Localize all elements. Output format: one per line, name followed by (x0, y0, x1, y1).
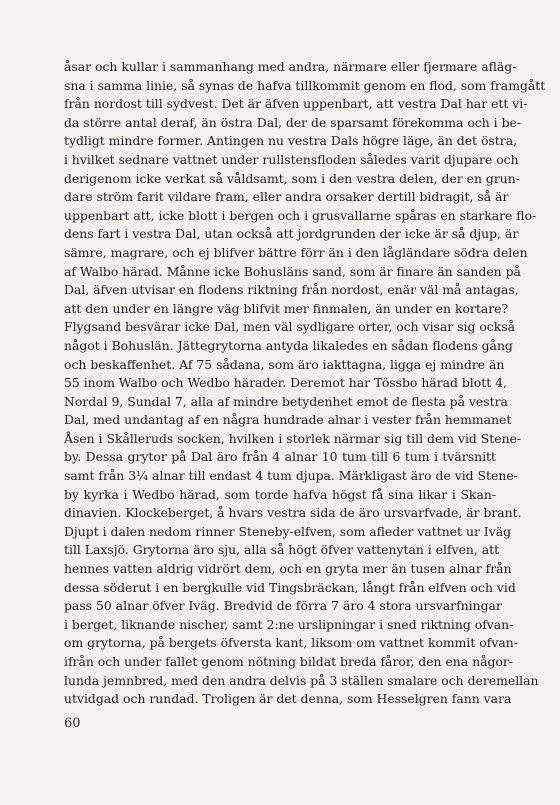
page-number: 60 (64, 716, 81, 731)
text-line: by kyrka i Wedbo härad, som torde hafva högst få sina likar i Skan- (64, 486, 496, 502)
text-line: af Walbo härad. Månne icke Bohusläns sand, som är finare än sanden på (64, 263, 521, 279)
text-line: 55 inom Walbo och Wedbo härader. Deremot har Tössbo härad blott 4, (64, 375, 507, 391)
text-line: dinavien. Klockeberget, å hvars vestra sida de äro ursvarfvade, är brant. (64, 505, 522, 521)
text-line: samt från 3¼ alnar till endast 4 tum djupa. Märkligast äro de vid Stene- (64, 468, 518, 484)
text-line: Dal, äfven utvisar en flodens riktning från nordost, enär väl må antagas, (64, 282, 519, 298)
text-line: Flygsand besvärar icke Dal, men väl sydligare orter, och visar sig också (64, 319, 515, 335)
text-line: i hvilket sednare vattnet under rullstensfloden således varit djupare och (64, 151, 519, 167)
text-line: något i Bohuslän. Jättegrytorna antyda likaledes en sådan flodens gång (64, 337, 513, 353)
text-line: till Laxsjö. Grytorna äro sju, alla så högt öfver vattenytan i elfven, att (64, 542, 500, 558)
text-line: derigenom icke verkat så våldsamt, som i den vestra delen, der en grun- (64, 170, 520, 186)
text-line: by. Dessa grytor på Dal äro från 4 alnar 10 tum till 6 tum i tvärsnitt (64, 449, 496, 465)
text-line: dessa söderut i en bergkulle vid Tingsbräckan, långt från elfven och vid (64, 579, 516, 595)
text-line: uppenbart att, icke blott i bergen och i grusvallarne spåras en starkare flo- (64, 207, 537, 223)
text-line: ifrån och under fallet genom nötning bildat breda fåror, den ena någor- (64, 654, 513, 669)
text-line: och beskaffenhet. Af 75 sådana, som äro iakttagna, ligga ej mindre än (64, 356, 505, 372)
text-line: sna i samma linie, så synas de hafva tillkommit genom en flod, som framgått (64, 77, 546, 93)
text-line: pass 50 alnar öfver Iväg. Bredvid de förra 7 äro 4 stora ursvarfningar (64, 598, 502, 614)
text-line: da större antal deraf, än östra Dal, der de sparsamt förekomma och i be- (64, 114, 522, 130)
text-line: lunda jemnbred, med den andra delvis på 3 ställen smalare och deremellan (64, 672, 539, 688)
text-line: dare ström farit vildare fram, eller andra orsaker dertill bidragit, så är (64, 189, 509, 205)
text-line: Nordal 9, Sundal 7, alla af mindre betydenhet emot de flesta på vestra (64, 393, 508, 409)
text-line: Dal, med undantag af en några hundrade alnar i vester från hemmanet (64, 412, 512, 428)
text-line: att den under en längre väg blifvit mer finmalen, än under en kortare? (64, 300, 509, 316)
text-line: utvidgad och rundad. Troligen är det denna, som Hesselgren fann vara (64, 691, 512, 707)
text-line: tydligt mindre former. Antingen nu vestra Dals högre läge, än det östra, (64, 133, 518, 149)
text-line: från nordost till sydvest. Det är äfven uppenbart, att vestra Dal har ett vi- (64, 96, 528, 112)
text-line: åsar och kullar i sammanhang med andra, närmare eller fjermare afläg- (64, 59, 517, 74)
text-line: Åsen i Skålleruds socken, hvilken i storlek närmar sig till dem vid Stene- (64, 430, 522, 446)
text-line: sämre, magrare, och ej blifver bättre förr än i den lågländare södra delen (64, 244, 528, 260)
text-line: hennes vatten aldrig vidrört dem, och en gryta mer än tusen alnar från (64, 561, 512, 577)
page-body (64, 58, 546, 709)
text-line: om grytorna, på bergets öfversta kant, liksom om vattnet kommit ofvan- (64, 635, 518, 651)
text-line: dens fart i vestra Dal, utan också att jordgrunden der icke är så djup, är (64, 226, 519, 242)
text-line: i berget, liknande nischer, samt 2:ne urslipningar i sned riktning ofvan- (64, 616, 514, 632)
text-line: Djupt i dalen nedom rinner Steneby-elfven, som afleder vattnet ur Iväg (64, 523, 512, 539)
